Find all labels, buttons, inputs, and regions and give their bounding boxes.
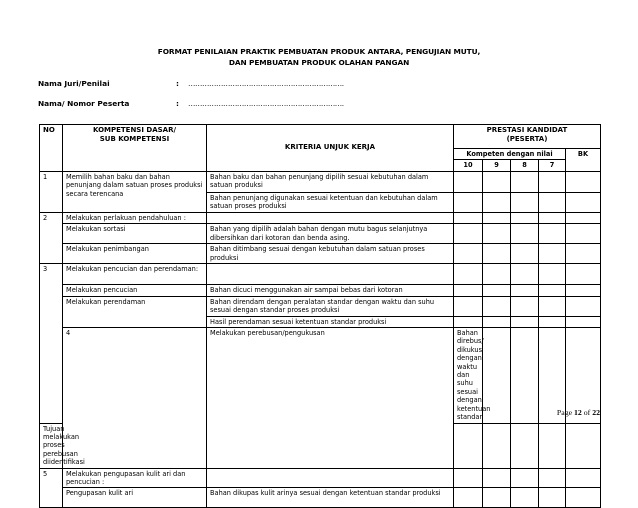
kriteria-cell: Bahan baku dan bahan penunjang dipilih sesuai kebutuhan dalam satuan produksi [207,171,454,192]
kriteria-cell: Bahan yang dipilih adalah bahan dengan mutu bagus selanjutnya dibersihkan dari kotoran dan benda asing. [207,224,454,244]
kriteria-cell [207,468,454,488]
score-cell[interactable] [539,423,566,468]
kompetensi-cell: Melakukan penimbangan [63,244,207,264]
score-cell[interactable] [454,171,483,192]
kompetensi-cell: Memilih bahan baku dan bahan penunjang dalam satuan proses produksi secara terencana [63,171,207,212]
score-cell[interactable] [511,212,539,223]
score-cell[interactable] [511,244,539,264]
score-cell[interactable] [539,264,566,285]
score-cell[interactable] [511,488,539,508]
header-score-8: 8 [511,160,539,171]
kriteria-cell [207,212,454,223]
score-cell[interactable] [539,171,566,192]
header-score-9: 9 [483,160,511,171]
peserta-field-row [38,99,344,109]
score-cell[interactable] [454,488,483,508]
score-cell[interactable] [483,171,511,192]
score-cell[interactable] [483,224,511,244]
score-cell[interactable] [483,468,511,488]
kompetensi-cell: Pengupasan kulit ari [63,488,207,508]
row-number: 3 [40,264,63,423]
score-cell[interactable] [454,212,483,223]
of-word: of [583,408,591,417]
bk-cell[interactable] [566,468,601,488]
header-score-10: 10 [454,160,483,171]
score-cell[interactable] [511,468,539,488]
kriteria-cell [207,264,454,285]
kriteria-cell: Bahan direbus/ dikukus dengan waktu dan suhu sesuai dengan ketentuan standar [454,328,483,423]
kompetensi-cell: Melakukan perlakuan pendahuluan : [63,212,207,223]
score-cell[interactable] [511,423,539,468]
header-no: NO [40,125,63,172]
row-number: 2 [40,212,63,263]
row-number: 4 [63,328,207,469]
score-cell[interactable] [483,212,511,223]
score-cell[interactable] [511,224,539,244]
score-cell[interactable] [539,244,566,264]
score-cell[interactable] [483,192,511,212]
bk-cell[interactable] [566,264,601,285]
score-cell[interactable] [483,423,511,468]
document-title-line2: DAN PEMBUATAN PRODUK OLAHAN PANGAN [228,58,410,67]
bk-cell[interactable] [566,244,601,264]
kriteria-cell: Bahan ditimbang sesuai dengan kebutuhan dalam satuan proses produksi [207,244,454,264]
bk-cell[interactable] [566,296,601,316]
score-cell[interactable] [454,296,483,316]
score-cell[interactable] [511,316,539,327]
bk-cell[interactable] [566,212,601,223]
header-kriteria: KRITERIA UNJUK KERJA [207,125,454,172]
score-cell[interactable] [539,224,566,244]
bk-cell[interactable] [566,285,601,296]
score-cell[interactable] [539,488,566,508]
score-cell[interactable] [483,285,511,296]
score-cell[interactable] [454,192,483,212]
header-kompeten: Kompeten dengan nilai [454,149,566,160]
score-cell[interactable] [511,296,539,316]
juri-field-row [38,79,344,89]
score-cell[interactable] [454,316,483,327]
header-kompetensi: KOMPETENSI DASAR/ SUB KOMPETENSI [63,125,207,172]
score-cell[interactable] [539,296,566,316]
peserta-label: Nama/ Nomor Peserta [38,99,130,108]
score-cell[interactable] [511,171,539,192]
bk-cell[interactable] [566,423,601,468]
score-cell[interactable] [483,264,511,285]
score-cell[interactable] [454,224,483,244]
kompetensi-cell: Melakukan pencucian dan perendaman: [63,264,207,285]
header-score-7: 7 [539,160,566,171]
header-prestasi: PRESTASI KANDIDAT (PESERTA) [454,125,601,149]
document-title-line1: FORMAT PENILAIAN PRAKTIK PEMBUATAN PRODUK ANTARA, PENGUJIAN MUTU, [157,47,481,56]
bk-cell[interactable] [566,192,601,212]
score-cell[interactable] [454,468,483,488]
kompetensi-cell: Melakukan perebusan/pengukusan [207,328,454,469]
score-cell[interactable] [511,328,539,423]
kriteria-cell: Hasil perendaman sesuai ketentuan standar produksi [207,316,454,327]
score-cell[interactable] [511,285,539,296]
juri-label: Nama Juri/Penilai [38,79,110,88]
score-cell[interactable] [539,316,566,327]
score-cell[interactable] [539,212,566,223]
score-cell[interactable] [539,285,566,296]
score-cell[interactable] [454,264,483,285]
score-cell[interactable] [483,488,511,508]
bk-cell[interactable] [566,316,601,327]
page-total: 22 [592,408,600,417]
kompetensi-cell: Melakukan pengupasan kulit ari dan pencucian : [63,468,207,488]
juri-fill-line: …………………………………………………………. [188,79,344,88]
kompetensi-cell: Melakukan pencucian [63,285,207,296]
juri-colon: : [176,79,179,88]
kriteria-cell: Bahan dikupas kulit arinya sesuai dengan ketentuan standar produksi [207,488,454,508]
page-word: Page [556,408,573,417]
score-cell[interactable] [454,423,483,468]
kriteria-cell: Tujuan melakukan proses perebusan diidentifikasi [40,423,63,468]
peserta-fill-line: …………………………………………………………. [188,99,344,108]
kompetensi-cell: Melakukan sortasi [63,224,207,244]
kompetensi-cell: Melakukan perendaman [63,296,207,327]
row-number: 1 [40,171,63,212]
bk-cell[interactable] [566,171,601,192]
score-cell[interactable] [454,285,483,296]
score-cell[interactable] [539,192,566,212]
score-cell[interactable] [511,264,539,285]
kriteria-cell: Bahan direndam dengan peralatan standar dengan waktu dan suhu sesuai dengan standar proses produksi [207,296,454,316]
header-bk: BK [566,149,601,172]
score-cell[interactable] [539,468,566,488]
score-cell[interactable] [511,192,539,212]
page-footer [557,408,600,417]
bk-cell[interactable] [566,224,601,244]
score-cell[interactable] [483,316,511,327]
bk-cell[interactable] [566,488,601,508]
score-cell[interactable] [483,296,511,316]
row-number: 5 [40,468,63,508]
assessment-table [39,124,601,508]
kriteria-cell: Bahan penunjang digunakan sesuai ketentuan dan kebutuhan dalam satuan proses produksi [207,192,454,212]
kriteria-cell: Bahan dicuci menggunakan air sampai bebas dari kotoran [207,285,454,296]
score-cell[interactable] [483,244,511,264]
page-number: 12 [574,408,582,417]
score-cell[interactable] [454,244,483,264]
peserta-colon: : [176,99,179,108]
